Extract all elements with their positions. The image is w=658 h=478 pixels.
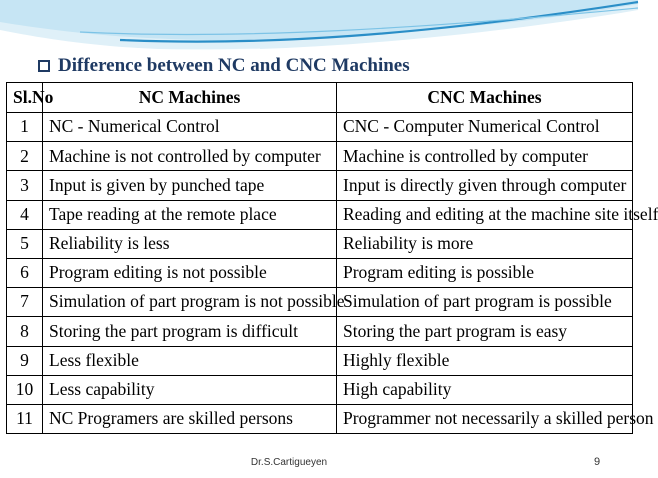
cell-cnc: Input is directly given through computer xyxy=(337,171,633,200)
cell-nc: Program editing is not possible xyxy=(43,258,337,287)
cell-cnc: High capability xyxy=(337,375,633,404)
hollow-square-bullet-icon xyxy=(38,60,50,72)
cell-sl-no: 6 xyxy=(7,258,43,287)
table-row xyxy=(7,200,633,229)
cell-sl-no: 11 xyxy=(7,404,43,433)
header-nc-machines: NC Machines xyxy=(43,83,337,113)
cell-nc: NC Programers are skilled persons xyxy=(43,404,337,433)
cell-sl-no: 1 xyxy=(7,113,43,142)
table-header-row xyxy=(7,83,633,113)
cell-cnc: Programmer not necessarily a skilled person xyxy=(337,404,633,433)
cell-sl-no: 5 xyxy=(7,229,43,258)
header-sl-no: Sl.No xyxy=(7,83,43,113)
table-row xyxy=(7,229,633,258)
cell-nc: Storing the part program is difficult xyxy=(43,317,337,346)
table-row xyxy=(7,346,633,375)
cell-nc: Less flexible xyxy=(43,346,337,375)
table-row xyxy=(7,142,633,171)
cell-cnc: Storing the part program is easy xyxy=(337,317,633,346)
cell-sl-no: 3 xyxy=(7,171,43,200)
table-row xyxy=(7,258,633,287)
cell-nc: Less capability xyxy=(43,375,337,404)
cell-sl-no: 7 xyxy=(7,288,43,317)
cell-nc: Reliability is less xyxy=(43,229,337,258)
comparison-table xyxy=(6,82,658,434)
cell-sl-no: 4 xyxy=(7,200,43,229)
cell-nc: Input is given by punched tape xyxy=(43,171,337,200)
header-cnc-machines: CNC Machines xyxy=(337,83,633,113)
cell-cnc: Simulation of part program is possible xyxy=(337,288,633,317)
slide-title-row xyxy=(38,55,410,77)
table-row xyxy=(7,113,633,142)
table-row xyxy=(7,375,633,404)
table-row xyxy=(7,404,633,433)
slide-title: Difference between NC and CNC Machines xyxy=(58,55,410,76)
footer-author-text: Dr.S.Cartigueyen xyxy=(250,457,328,468)
cell-nc: Simulation of part program is not possible xyxy=(43,288,337,317)
cell-sl-no: 10 xyxy=(7,375,43,404)
cell-cnc: Highly flexible xyxy=(337,346,633,375)
cell-cnc: Reliability is more xyxy=(337,229,633,258)
cell-cnc: Reading and editing at the machine site itself xyxy=(337,200,633,229)
table-row xyxy=(7,171,633,200)
footer-author xyxy=(0,457,638,468)
cell-nc: Tape reading at the remote place xyxy=(43,200,337,229)
table-row xyxy=(7,288,633,317)
cell-cnc: Machine is controlled by computer xyxy=(337,142,633,171)
cell-sl-no: 8 xyxy=(7,317,43,346)
page-number: 9 xyxy=(594,456,601,468)
cell-sl-no: 9 xyxy=(7,346,43,375)
table-row xyxy=(7,317,633,346)
cell-nc: Machine is not controlled by computer xyxy=(43,142,337,171)
cell-nc: NC - Numerical Control xyxy=(43,113,337,142)
cell-cnc: Program editing is possible xyxy=(337,258,633,287)
cell-sl-no: 2 xyxy=(7,142,43,171)
cell-cnc: CNC - Computer Numerical Control xyxy=(337,113,633,142)
